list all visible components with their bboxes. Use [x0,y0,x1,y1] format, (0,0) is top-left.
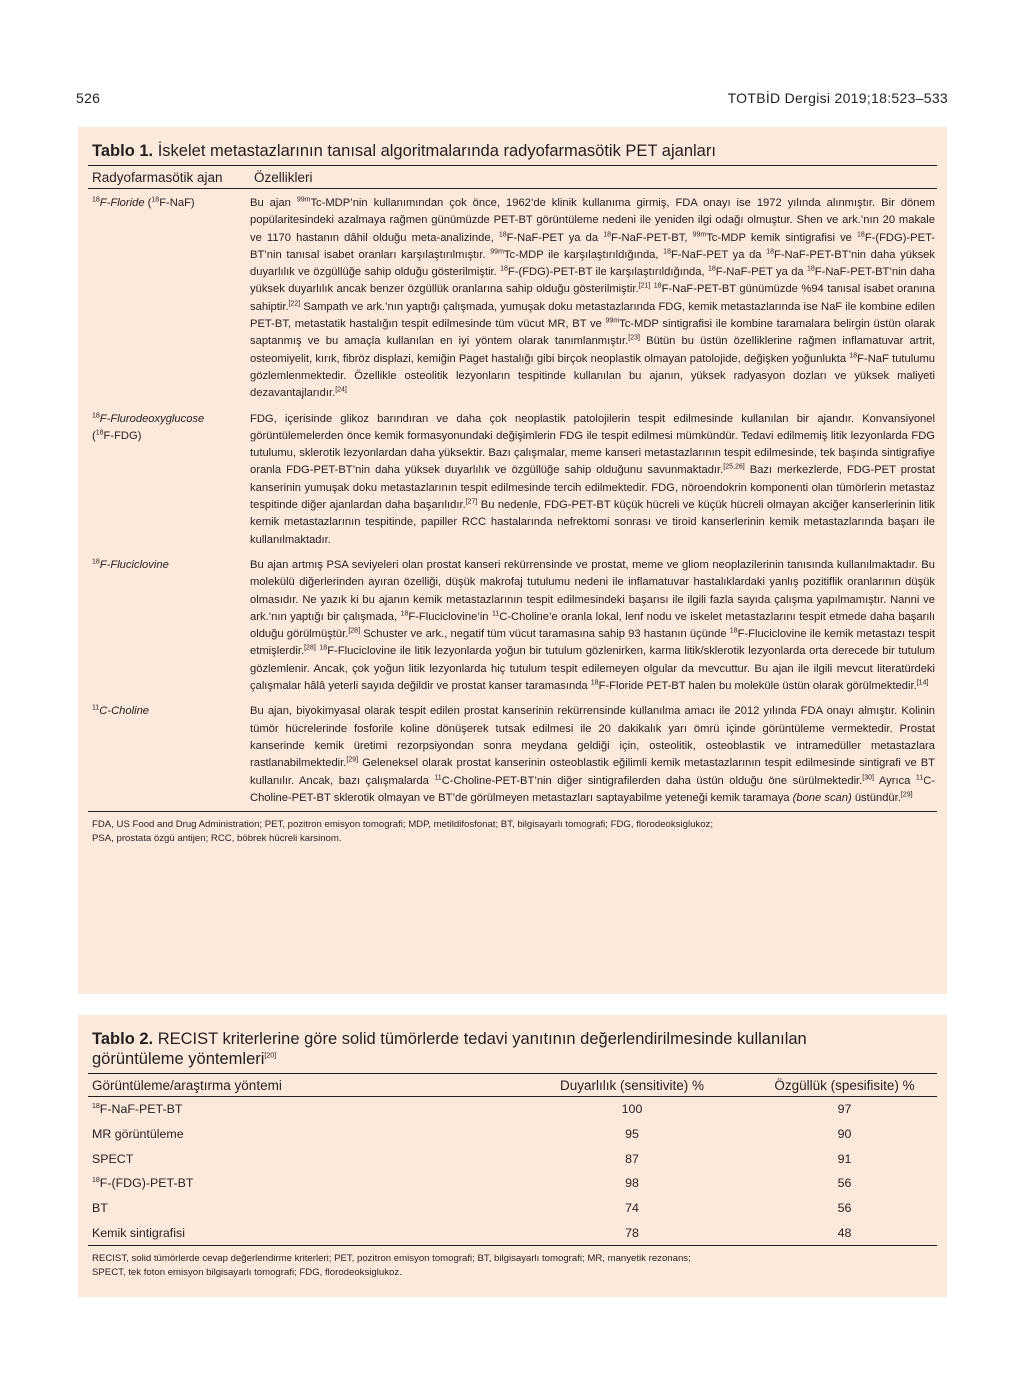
table-row [88,411,937,549]
table-2-title: RECIST kriterlerine göre solid tümörlerde tedavi yanıtının değerlendirilmesinde kullanılan [157,1030,807,1048]
sensitivity-cell: 78 [625,1225,639,1240]
specificity-cell: 56 [837,1201,852,1216]
column-header-sensitivity: Duyarlılık (sensitivite) % [559,1078,705,1093]
table-2-body [88,1097,937,1245]
footnote-line: SPECT, tek foton emisyon bilgisayarlı tomografi; FDG, florodeoksiglukoz. [92,1267,402,1279]
specificity-cell: 48 [837,1225,852,1240]
method-cell: BT [92,1201,108,1216]
sensitivity-cell: 74 [625,1201,639,1216]
sensitivity-cell: 87 [625,1151,639,1166]
sensitivity-cell: 98 [625,1176,639,1191]
specificity-cell: 91 [837,1151,852,1166]
sensitivity-cell: 95 [625,1127,639,1142]
journal-citation: TOTBİD Dergisi 2019;18:523–533 [727,90,948,106]
table-1-title: İskelet metastazlarının tanısal algoritmalarında radyofarmasötik PET ajanları [157,142,716,160]
table-1-footnote [88,812,937,846]
table-row [88,703,937,807]
table-2-title-continued: görüntüleme yöntemleri[20] [92,1050,277,1068]
method-cell: Kemik sintigrafisi [92,1225,185,1240]
table-2-caption [88,1015,937,1073]
agent-name: $^{11}$C-Choline [92,704,150,718]
method-cell: MR görüntüleme [92,1127,184,1142]
column-header-agent: Radyofarmasötik ajan [92,170,223,185]
sensitivity-cell: 100 [621,1102,643,1117]
table-1-caption [88,127,937,165]
table-2 [78,1015,947,1297]
specificity-cell: 97 [837,1102,852,1117]
agent-description: Bu ajan artmış PSA seviyeleri olan prostat kanseri rekürrensinde ve prostat, meme ve gliom neoplazilerinin tanısında kullanılmaktadır. Bu molekülü diğerlerinden ayıran özelliği, düşük makrofaj tutulumu nedeni ile inflamatuvar hastalıklardaki yanlış pozitiflik oranlarının düşük olmasıdır. Ne yazık ki bu ajanın kemik metastazlarının tespit edilmesindeki başarısı ile ilgili fazla sayıda çalışma yapılmamıştır. Nanni ve ark.’nın yaptığı bir çalışmada, $^{18}$F-Fluciclovine’in $^{11}$C-Choline’e oranla lokal, lenf nodu ve iskelet metastazlarını tespit etmede daha başarılı olduğu görülmüştür.[28] Schuster ve ark., negatif tüm vücut taramasına sahip 93 hastanın üçünde $^{18}$F-Fluciclovine ile kemik metastazı tespit etmişlerdir.[28] $^{18}$F-Fluciclovine ile litik lezyonlarda yoğun bir tutulum gözlenirken, karma litik/sklerotik lezyonlarda orta derecede bir tutulum gözlemlenir. Ancak, çok yoğun litik lezyonlarda hiç tutulum tespit edilemeyen olgular da mevcuttur. Bu ajan ile ilgili mevcut literatürdeki çalışmalar hâlâ yeterli sayıda değildir ve prostat kanser taramasında $^{18}$F-Floride PET-BT halen bu moleküle üstün olarak görülmektedir.[14] [250,558,936,693]
footnote-line: FDA, US Food and Drug Administration; PET, pozitron emisyon tomografi; MDP, metildifosfonat; BT, bilgisayarlı tomografi; FDG, florodeoksiglukoz; [92,819,714,831]
method-cell: SPECT [92,1151,134,1166]
table-row [88,1171,937,1196]
column-header-method: Görüntüleme/araştırma yöntemi [92,1078,282,1093]
table-row [88,1146,937,1171]
footnote-line: PSA, prostata özgü antijen; RCC, böbrek hücreli karsinom. [92,833,342,845]
method-cell: $^{18}$F-NaF-PET-BT [92,1102,183,1117]
agent-name: $^{18}$F-Floride ($^{18}$F-NaF) [92,196,195,209]
agent-description: FDG, içerisinde glikoz barındıran ve daha çok neoplastik patolojilerin tespit edilmesinde kullanılan bir ajandır. Konvansiyonel görüntülemelerden önce kemik formasyonundaki değişimlerin FDG ile tespit edilmesi mümkündür. Tedavi edilmemiş litik lezyonlarda FDG tutulumu, sklerotik lezyonlardan daha yüksektir. Bazı çalışmalar, meme kanseri metastazlarının tespit edilmesinde, tek başında sintigrafiye oranla FDG-PET-BT’nin daha yüksek duyarlılık ve özgüllüğe sahip olduğunu savunmaktadır.[25,26] Bazı merkezlerde, FDG-PET prostat kanserinin yumuşak doku metastazlarının tespit edilmesinde tercih edilmektedir. FDG, nöroendokrin komponenti olan tümörlerin metastaz tespitinde diğer ajanlardan daha başarılıdır.[27] Bu nedenle, FDG-PET-BT küçük hücreli ve küçük hücreli olmayan akciğer kanserlerinin litik kemik metastazlarının tespitinde, papiller RCC hastalarında nefrektomi sonrası ve tiroid kanserlerinin kemik metastazlarında başarı ile kullanılmaktadır. [250,412,936,546]
running-header [76,90,948,106]
table-2-label: Tablo 2. [92,1030,154,1048]
table-2-footnote [88,1246,937,1280]
table-1 [78,127,947,994]
column-header-features: Özellikleri [254,170,313,185]
method-cell: $^{18}$F-(FDG)-PET-BT [92,1176,194,1191]
table-row [88,1097,937,1122]
agent-description: Bu ajan $^{99m}$Tc-MDP’nin kullanımından çok önce, 1962’de klinik kullanıma girmiş, FDA onayı ise 1972 yılında alınmıştır. Bir dönem popülaritesindeki azalmaya rağmen günümüzde PET-BT görüntüleme nedeni ile yeniden ilgi odağı olmuştur. Shen ve ark.’nın 20 makale ve 1170 hastanın dâhil olduğu meta-analizinde, $^{18}$F-NaF-PET ya da $^{18}$F-NaF-PET-BT, $^{99m}$Tc-MDP kemik sintigrafisi ve $^{18}$F-(FDG)-PET-BT’nin tanısal isabet oranları karşılaştırılmıştır. $^{99m}$Tc-MDP ile karşılaştırıldığında, $^{18}$F-NaF-PET ya da $^{18}$F-NaF-PET-BT’nin daha yüksek duyarlılık ve özgüllüğe sahip olduğu gösterilmiştir. $^{18}$F-(FDG)-PET-BT ile karşılaştırıldığında, $^{18}$F-NaF-PET ya da $^{18}$F-NaF-PET-BT’nin daha yüksek duyarlılık ancak benzer özgüllük oranlarına sahip olduğu gösterilmiştir.[21] $^{18}$F-NaF-PET-BT günümüzde %94 tanısal isabet oranına sahiptir.[22] Sampath ve ark.’nın yaptığı çalışmada, yumuşak doku metastazlarında FDG, kemik metastazlarında ise NaF ile kombine edilen PET-BT, metastatik hastalığın tespit edilmesinde tüm vücut MR, BT ve $^{99m}$Tc-MDP sintigrafisi ile kombine taramalara belirgin üstün olarak saptanmış ve bu amaçla kullanılan en iyi yöntem olarak tanımlanmıştır.[23] Bütün bu üstün özelliklerine rağmen inflamatuvar artrit, osteomiyelit, kırık, fibröz displazi, kemiğin Paget hastalığı gibi birçok neoplastik olmayan patolojide, değişken yoğunlukta $^{18}$F-NaF tutulumu gözlemlenmektedir. Özellikle osteolitik lezyonların tespitinde kullanılan bu ajanın, yüksek radyasyon dozları ve yüksek maliyeti dezavantajlarıdır.[24] [250,196,936,400]
table-1-header-rule [88,188,937,189]
table-1-label: Tablo 1. [92,142,154,160]
column-header-specificity: Özgüllük (spesifisite) % [774,1078,915,1093]
agent-description: Bu ajan, biyokimyasal olarak tespit edilen prostat kanserinin rekürrensinde kullanılma amacı ile 2012 yılında FDA onayı almıştır. Kolinin tümör hücrelerinde fosforile koline dönüşerek tutsak edilmesi ile 20 dakikalık yarı ömrü içinde görüntüleme vermektedir. Prostat kanserinde kemik üretimi rezorpsiyondan sonra meydana geldiği için, osteolitik, osteoblastik ve intramedüller metastazlara rastlanabilmektedir.[29] Geleneksel olarak prostat kanserinin osteoblastik eğilimli kemik metastazlarının tespit edilmesinde sintigrafi ve BT kullanılır. Ancak, bazı çalışmalarda $^{11}$C-Choline-PET-BT’nin diğer sintigrafilerden daha üstün olduğu öne sürülmektedir.[30] Ayrıca $^{11}$C-Choline-PET-BT sklerotik olmayan ve BT’de görülmeyen metastazları saptayabilme yeteneği kemik taramaya (bone scan) üstündür.[29] [250,705,936,804]
specificity-cell: 90 [837,1127,852,1142]
footnote-line: RECIST, solid tümörlerde cevap değerlendirme kriterleri; PET, pozitron emisyon tomografi; BT, bilgisayarlı tomografi; MR, manyetik rezonans; [92,1253,691,1265]
table-row [88,1196,937,1221]
agent-name: $^{18}$F-Fluciclovine [92,558,169,571]
agent-name: $^{18}$F-Flurodeoxyglucose ($^{18}$F-FDG) [92,411,205,442]
table-row [88,557,937,695]
specificity-cell: 56 [837,1176,852,1191]
page-number: 526 [76,90,101,106]
table-row [88,1220,937,1245]
table-2-header-row [88,1074,937,1096]
table-row [88,195,937,403]
table-1-header-row [88,166,937,188]
table-row [88,1122,937,1147]
